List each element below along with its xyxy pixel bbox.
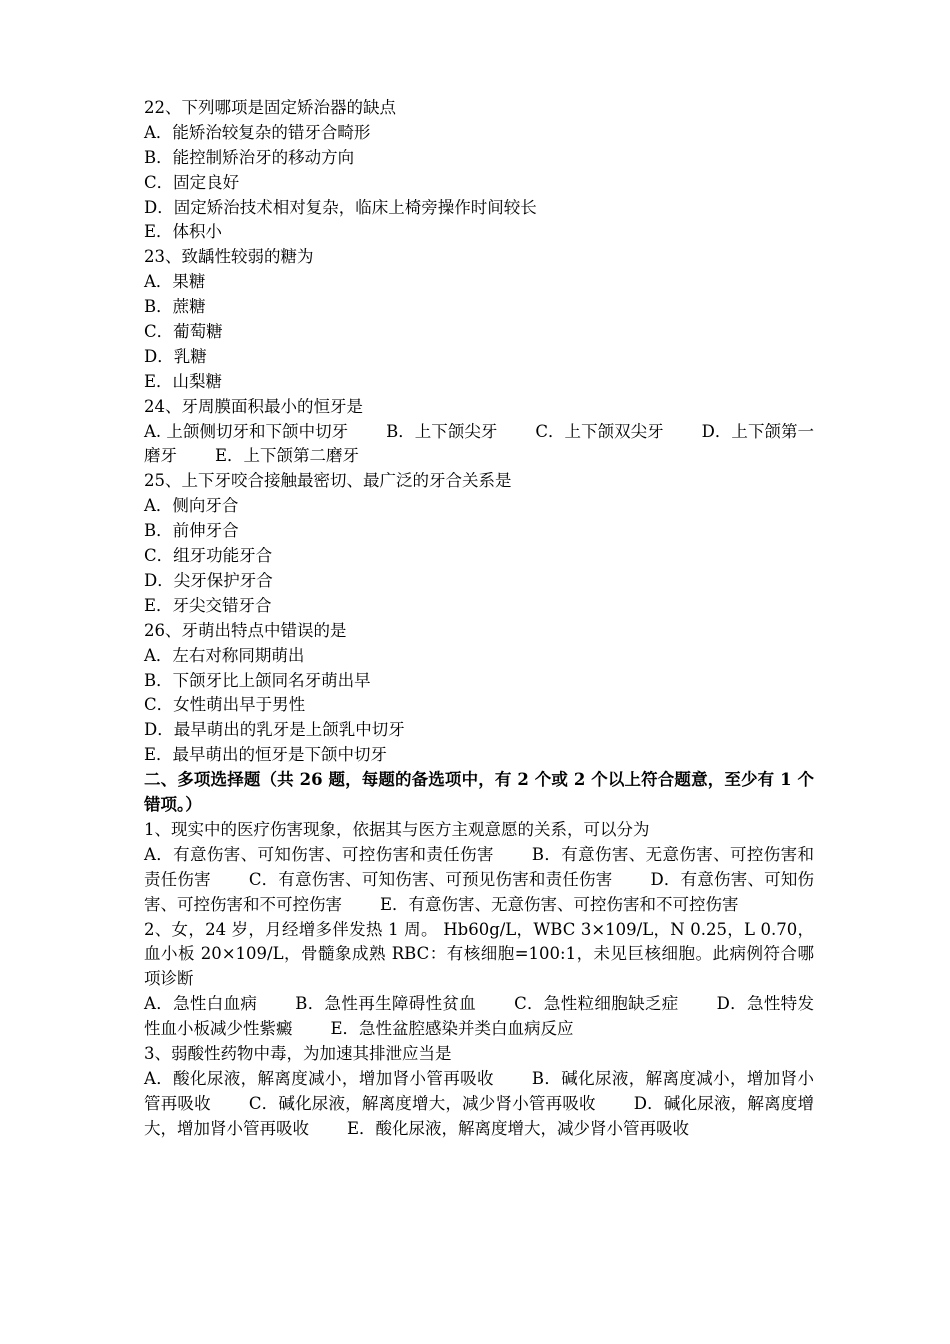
q26-option-b: B．下颌牙比上颌同名牙萌出早: [144, 670, 371, 690]
m2-stem: 2、女，24 岁，月经增多伴发热 1 周。 Hb60g/L，WBC 3×109/L，N 0.25，L 0.70，血小板 20×109/L，骨髓象成熟 RBC：有核细胞=100:1，未见巨核细胞。此病例符合哪项诊断: [144, 919, 814, 989]
q23-option-e: E．山梨糖: [144, 371, 223, 391]
m1-stem: 1、现实中的医疗伤害现象，依据其与医方主观意愿的关系，可以分为: [144, 819, 650, 839]
m3-option-c: C．碱化尿液，解离度增大，减少肾小管再吸收: [248, 1093, 596, 1113]
section-heading-multiple-choice: 二、多项选择题（共 26 题，每题的备选项中，有 2 个或 2 个以上符合题意，至少有 1 个错项。）: [144, 770, 814, 814]
q23-stem: 23、致龋性较弱的糖为: [144, 247, 314, 267]
m3-option-b: B．碱化尿液，解离度减小，增加肾小管再吸收: [144, 1068, 814, 1113]
q24-options: [144, 420, 814, 470]
q26-option-e: E．最早萌出的恒牙是下颌中切牙: [144, 745, 388, 765]
q25-stem: 25、上下牙咬合接触最密切、最广泛的牙合关系是: [144, 471, 512, 491]
q22-option-e: E．体积小: [144, 222, 223, 242]
q25-option-c: C．组牙功能牙合: [144, 546, 273, 566]
m2-option-e: E．急性盆腔感染并类白血病反应: [330, 1019, 574, 1039]
q26-option-d: D．最早萌出的乳牙是上颌乳中切牙: [144, 720, 405, 740]
q23-option-d: D．乳糖: [144, 346, 207, 366]
m1-option-a: A．有意伤害、可知伤害、可控伤害和责任伤害: [144, 844, 494, 864]
m1-option-c: C．有意伤害、可知伤害、可预见伤害和责任伤害: [248, 869, 613, 889]
q23-option-b: B．蔗糖: [144, 297, 206, 317]
m2-option-a: A．急性白血病: [144, 994, 258, 1014]
m3-option-e: E．酸化尿液，解离度增大，减少肾小管再吸收: [347, 1118, 690, 1138]
m3-option-a: A．酸化尿液，解离度减小，增加肾小管再吸收: [144, 1068, 494, 1088]
q22-option-c: C．固定良好: [144, 172, 240, 192]
q23-option-a: A．果糖: [144, 272, 206, 292]
m1-option-d: D．有意伤害、可知伤害、可控伤害和不可控伤害: [144, 869, 815, 914]
m2-option-c: C．急性粒细胞缺乏症: [514, 994, 679, 1014]
m1-options: [144, 843, 814, 918]
m2-option-d: D．急性特发性血小板减少性紫癜: [144, 994, 814, 1039]
m1-option-e: E．有意伤害、无意伤害、可控伤害和不可控伤害: [380, 894, 739, 914]
q23-option-c: C．葡萄糖: [144, 322, 223, 342]
q26-option-c: C．女性萌出早于男性: [144, 695, 306, 715]
m2-option-b: B．急性再生障碍性贫血: [295, 994, 477, 1014]
q22-option-b: B．能控制矫治牙的移动方向: [144, 147, 355, 167]
q24-option-d: D．上下颌第一磨牙: [144, 421, 815, 466]
q25-option-e: E．牙尖交错牙合: [144, 595, 272, 615]
m3-stem: 3、弱酸性药物中毒，为加速其排泄应当是: [144, 1044, 452, 1064]
q22-option-d: D．固定矫治技术相对复杂，临床上椅旁操作时间较长: [144, 197, 537, 217]
q24-option-b: B．上下颌尖牙: [386, 421, 498, 441]
m3-option-d: D．碱化尿液，解离度增大，增加肾小管再吸收: [144, 1093, 815, 1138]
q24-option-a: A. 上颌侧切牙和下颌中切牙: [144, 421, 349, 441]
m2-options: [144, 992, 814, 1042]
q26-stem: 26、牙萌出特点中错误的是: [144, 620, 347, 640]
q22-stem: 22、下列哪项是固定矫治器的缺点: [144, 98, 396, 117]
q25-option-a: A．侧向牙合: [144, 496, 239, 516]
q26-option-a: A．左右对称同期萌出: [144, 645, 305, 665]
document-page: [144, 96, 814, 1142]
q24-stem: 24、牙周膜面积最小的恒牙是: [144, 396, 363, 416]
q22-option-a: A．能矫治较复杂的错牙合畸形: [144, 122, 371, 142]
q25-option-b: B．前伸牙合: [144, 521, 239, 541]
m1-option-b: B．有意伤害、无意伤害、可控伤害和责任伤害: [144, 844, 814, 889]
m3-options: [144, 1067, 814, 1142]
q24-option-c: C．上下颌双尖牙: [535, 421, 664, 441]
q25-option-d: D．尖牙保护牙合: [144, 570, 273, 590]
q24-option-e: E．上下颌第二磨牙: [215, 446, 360, 466]
